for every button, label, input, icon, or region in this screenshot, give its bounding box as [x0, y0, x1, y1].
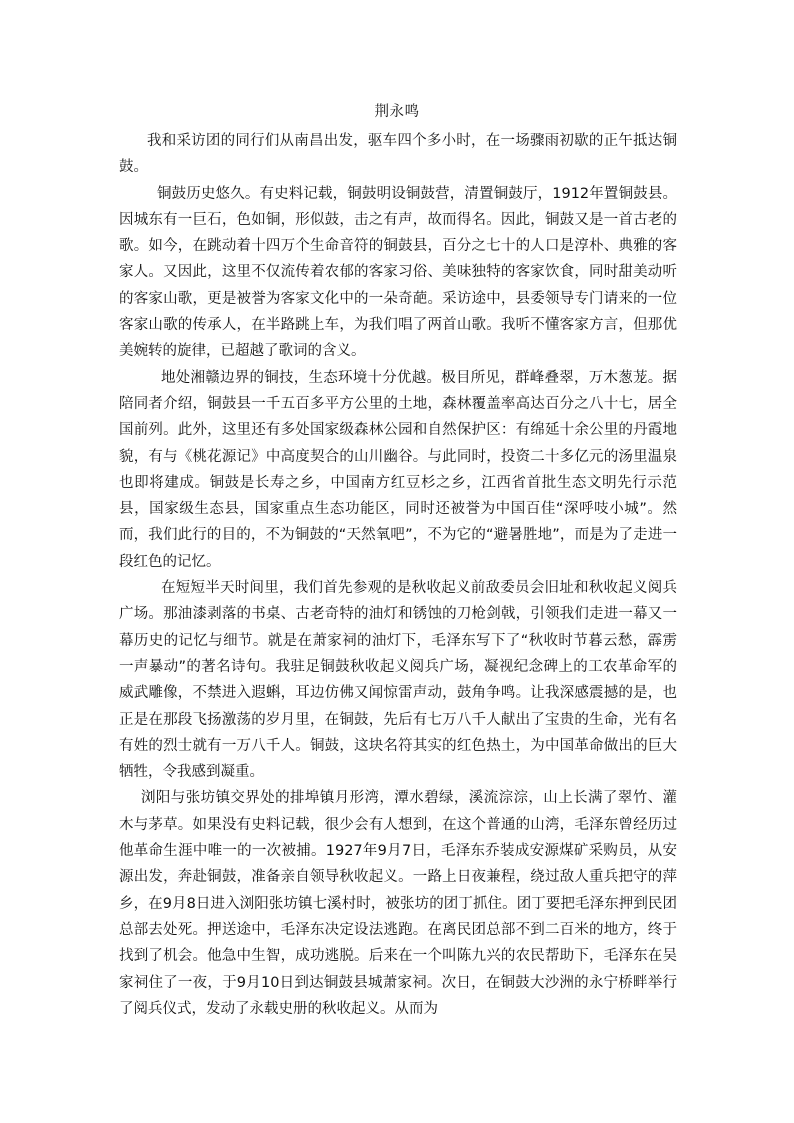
paragraph-4: 在短短半天时间里，我们首先参观的是秋收起义前敌委员会旧址和秋收起义阅兵广场。那油漆剥落的书桌、古老奇特的油灯和锈蚀的刀枪剑戟，引领我们走进一幕又一幕历史的记忆与细节。就是在萧家祠的油灯下，毛泽东写下了“秋收时节暮云愁，霹雳一声暴动”的著名诗句。我驻足铜鼓秋收起义阅兵广场，凝视纪念碑上的工农革命军的威武雕像，不禁进入遐蝌，耳边仿佛又闻惊雷声动，鼓角争鸣。让我深感震撼的是，也正是在那段飞扬激荡的岁月里，在铜鼓，先后有七万八千人献出了宝贵的生命，光有名有姓的烈士就有一万八千人。铜鼓，这块名符其实的红色热土，为中国革命做出的巨大牺牲，令我感到凝重。 — [119, 580, 677, 781]
paragraph-2: 铜鼓历史悠久。有史料记载，铜鼓明设铜鼓营，清置铜鼓厅，1912年置铜鼓县。因城东有一巨石，色如铜，形似鼓，击之有声，故而得名。因此，铜鼓又是一首古老的歌。如今，在跳动着十四万个生命音符的铜鼓县，百分之七十的人口是淳朴、典雅的客家人。又因此，这里不仅流传着农郁的客家习俗、美味独特的客家饮食，同时甜美动听的客家山歌，更是被誉为客家文化中的一朵奇葩。采访途中，县委领导专门请来的一位客家山歌的传承人，在半路跳上车，为我们唱了两首山歌。我听不懂客家方言，但那优美婉转的旋律，已超越了歌词的含义。 — [119, 185, 677, 360]
paragraph-1: 我和采访团的同行们从南昌出发，驱车四个多小时，在一场骤雨初歇的正午抵达铜鼓。 — [119, 133, 677, 176]
paragraph-5: 浏阳与张坊镇交界处的排埠镇月形湾，潭水碧绿，溪流淙淙，山上长满了翠竹、灌木与茅草。如果没有史料记载，很少会有人想到，在这个普通的山湾，毛泽东曾经历过他革命生涯中唯一的一次被捕。1927年9月7日，毛泽东乔装成安源煤矿采购员，从安源出发，奔赴铜鼓，准备亲自领导秋收起义。一路上日夜兼程，绕过敌人重兵把守的萍乡，在9月8日进入浏阳张坊镇七溪村时，被张坊的团丁抓住。团丁要把毛泽东押到民团总部去处死。押送途中，毛泽东决定设法逃跑。在离民团总部不到二百米的地方，终于找到了机会。他急中生智，成功逃脱。后来在一个叫陈九兴的农民帮助下，毛泽东在吴家祠住了一夜，于9月10日到达铜鼓县城萧家祠。次日，在铜鼓大沙洲的永宁桥畔举行了阅兵仪式，发动了永载史册的秋收起义。从而为 — [119, 790, 677, 1017]
article-body — [119, 128, 677, 1022]
article-author-title: 荆永鸣 — [374, 104, 420, 120]
paragraph-3: 地处湘赣边界的铜技，生态环境十分优越。极目所见，群峰叠翠，万木葱茏。据陪同者介绍，铜鼓县一千五百多平方公里的土地，森林覆盖率高达百分之八十七，居全国前列。此外，这里还有多处国家级森林公园和自然保护区：有绵延十余公里的丹霞地貌，有与《桃花源记》中高度契合的山川幽谷。与此同时，投资二十多亿元的汤里温泉也即将建成。铜鼓是长寿之乡，中国南方红豆杉之乡，江西省首批生态文明先行示范县，国家级生态县，国家重点生态功能区，同时还被誉为中国百佳“深呼吱小城”。然而，我们此行的目的，不为铜鼓的“天然氧吧”，不为它的“避暑胜地”，而是为了走进一段红色的记忆。 — [119, 369, 677, 570]
